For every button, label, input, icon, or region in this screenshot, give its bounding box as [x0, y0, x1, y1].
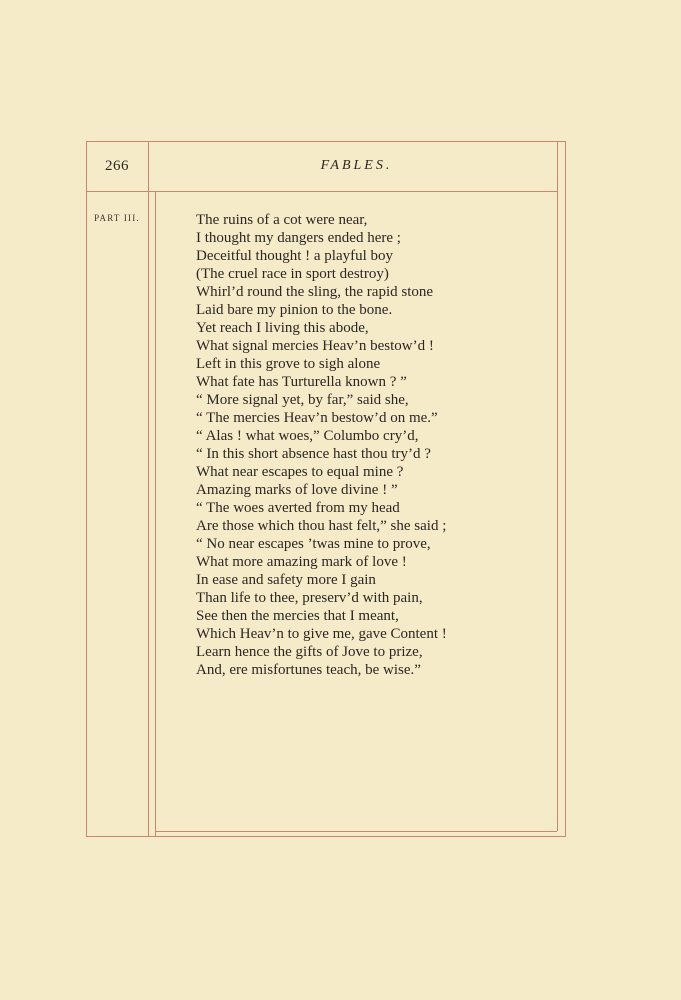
running-title: FABLES.	[320, 158, 393, 173]
poem-line: Learn hence the gifts of Jove to prize,	[196, 644, 423, 660]
poem-line: (The cruel race in sport destroy)	[196, 266, 389, 282]
text-column-rule	[155, 191, 156, 837]
poem-line: Whirl’d round the sling, the rapid stone	[196, 284, 434, 300]
poem-line: What signal mercies Heav’n bestow’d !	[196, 338, 434, 354]
poem-line: “ The woes averted from my head	[196, 500, 400, 516]
poem-line: “ Alas ! what woes,” Columbo cry’d,	[196, 428, 419, 444]
poem-line: Amazing marks of love divine ! ”	[196, 482, 398, 498]
poem	[196, 211, 541, 679]
poem-line: I thought my dangers ended here ;	[196, 230, 401, 246]
poem-line: Laid bare my pinion to the bone.	[196, 302, 393, 318]
poem-line: “ In this short absence hast thou try’d ?	[196, 446, 431, 462]
poem-line: What near escapes to equal mine ?	[196, 464, 404, 480]
poem-line: Left in this grove to sigh alone	[196, 356, 381, 372]
poem-line: In ease and safety more I gain	[196, 572, 376, 588]
poem-line: “ More signal yet, by far,” said she,	[196, 392, 409, 408]
poem-line: “ The mercies Heav’n bestow’d on me.”	[196, 410, 438, 426]
margin-column-rule	[148, 141, 149, 837]
poem-line: “ No near escapes ’twas mine to prove,	[196, 536, 431, 552]
poem-line: Yet reach I living this abode,	[196, 320, 369, 336]
poem-line: Than life to thee, preserv’d with pain,	[196, 590, 423, 606]
poem-line: The ruins of a cot were near,	[196, 212, 368, 228]
poem-line: And, ere misfortunes teach, be wise.”	[196, 662, 421, 678]
inner-right-rule	[557, 141, 558, 831]
poem-line: Are those which thou hast felt,” she said ;	[196, 518, 447, 534]
header-rule	[86, 191, 557, 192]
poem-line: Deceitful thought ! a playful boy	[196, 248, 394, 264]
poem-line: Which Heav’n to give me, gave Content !	[196, 626, 447, 642]
inner-bottom-rule	[156, 831, 557, 832]
part-label: PART III.	[94, 213, 140, 223]
page-number: 266	[105, 158, 129, 174]
poem-line: What more amazing mark of love !	[196, 554, 407, 570]
poem-line: See then the mercies that I meant,	[196, 608, 399, 624]
poem-line: What fate has Turturella known ? ”	[196, 374, 407, 390]
